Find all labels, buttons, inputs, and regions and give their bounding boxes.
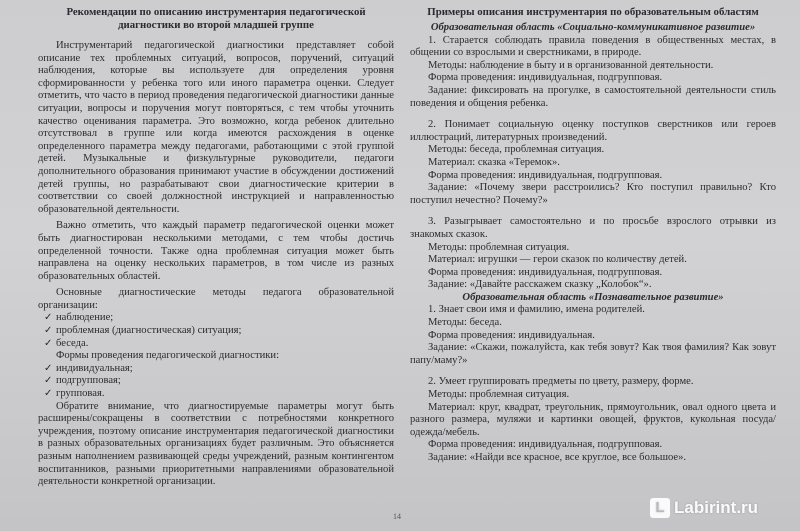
item-text: 1. Старается соблюдать правила поведения в общественных местах, в общении со взрослыми и сверстниками, в природе.	[410, 34, 776, 59]
item-material: Материал: игрушки — герои сказок по количеству детей.	[428, 254, 687, 266]
watermark-text: Labirint.ru	[674, 498, 759, 517]
right-column	[410, 6, 776, 465]
item-form: Форма проведения: индивидуальная, подгрупповая.	[428, 266, 663, 278]
left-heading	[38, 6, 394, 32]
left-column	[38, 6, 394, 489]
method-item: ✓ проблемная (диагностическая) ситуация;	[44, 325, 242, 337]
form-item: ✓ подгрупповая;	[44, 375, 121, 387]
item-text: 2. Понимает социальную оценку поступков сверстников или героев иллюстраций, литературных произведений.	[410, 119, 776, 143]
check-icon: ✓	[44, 388, 53, 400]
paragraph-3: Основные диагностические методы педагога образовательной организации:	[38, 287, 394, 311]
check-icon: ✓	[44, 325, 53, 337]
area-social-title: Образовательная область «Социально-коммуникативное развитие»	[430, 22, 756, 33]
item-form: Форма проведения: индивидуальная, подгрупповая.	[428, 72, 663, 84]
item-material: Материал: сказка «Теремок».	[428, 156, 560, 168]
item-form: Форма проведения: индивидуальная, подгрупповая.	[428, 169, 663, 181]
check-icon: ✓	[44, 362, 53, 374]
left-heading-line1: Рекомендации по описанию инструментария педагогической	[66, 6, 366, 18]
paragraph-4: Обратите внимание, что диагностируемые параметры могут быть расширены/сокращены в соответствии с потребностями конкретного учреждения, поэтому описание инструментария педагогической диагностики в разных образовательных организациях будет различным. Это объясняется разным наполнением развивающей среды учреждений, разным контингентом воспитанников, разными приоритетными направлениями образовательной деятельности конкретной организации.	[38, 400, 394, 488]
check-icon: ✓	[44, 312, 53, 324]
item-form: Форма проведения: индивидуальная, подгрупповая.	[428, 439, 663, 451]
item-form: Форма проведения: индивидуальная.	[428, 329, 595, 341]
right-heading: Примеры описания инструментария по образовательным областям	[427, 6, 759, 18]
item-task: Задание: «Давайте расскажем сказку „Колобок“».	[428, 279, 652, 291]
page-number: 14	[393, 512, 401, 521]
paragraph-2: Важно отметить, что каждый параметр педагогической оценки может быть диагностирован несколькими методами, с тем чтобы достичь определенной точности. Также одна проблемная ситуация может быть направлена на оценку нескольких параметров, в том числе из разных образовательных областей.	[38, 220, 394, 282]
left-heading-line2: диагностики во второй младшей группе	[118, 19, 314, 31]
form-item: ✓ групповая.	[44, 388, 105, 400]
item-text: 1. Знает свои имя и фамилию, имена родителей.	[428, 304, 645, 316]
item-methods: Методы: наблюдение в быту и в организованной деятельности.	[428, 59, 714, 71]
item-task: Задание: «Скажи, пожалуйста, как тебя зовут? Как твоя фамилия? Как зовут папу/маму?»	[410, 342, 776, 366]
item-methods: Методы: беседа, проблемная ситуация.	[428, 144, 605, 156]
item-text: 2. Умеет группировать предметы по цвету, размеру, форме.	[428, 376, 694, 388]
item-methods: Методы: проблемная ситуация.	[428, 389, 570, 401]
form-item: ✓ индивидуальная;	[44, 362, 133, 374]
item-task: Задание: фиксировать на прогулке, в самостоятельной деятельности стиль поведения и общения ребенка.	[410, 84, 776, 109]
labirint-logo-icon: L	[650, 498, 670, 518]
area-cognitive-title: Образовательная область «Познавательное развитие»	[462, 291, 724, 303]
item-methods: Методы: проблемная ситуация.	[428, 241, 570, 253]
paragraph-1: Инструментарий педагогической диагностики представляет собой описание тех проблемных ситуаций, вопросов, поручений, ситуаций наблюдения, которые вы используете для определения уровня сформированности у ребенка того или иного параметра оценки. Следует отметить, что часто в период проведения педагогической диагностики данные ситуации, вопросы и поручения могут повторяться, с тем чтобы уточнить качество оценивания параметра. Это возможно, когда ребенок длительно отсутствовал в группе или когда имеются расхождения в оценке определенного параметра между педагогами, работающими с этой группой детей. Музыкальные и физкультурные руководители, педагоги дополнительного образования принимают участие в обсуждении достижений детей группы, но разрабатывают свои диагностические критерии в соответствии со своей должностной инструкцией и направленностью образовательной деятельности.	[38, 40, 394, 215]
item-material: Материал: круг, квадрат, треугольник, прямоугольник, овал одного цвета и разного размера, муляжи и картинки овощей, фруктов, кукольная посуда/одежда/мебель.	[410, 401, 776, 438]
check-icon: ✓	[44, 375, 53, 387]
item-task: Задание: «Найди все красное, все круглое, все большое».	[428, 452, 687, 463]
item-text: 3. Разыгрывает самостоятельно и по просьбе взрослого отрывки из знакомых сказок.	[410, 216, 776, 240]
labirint-watermark	[650, 497, 758, 519]
method-item: ✓ беседа.	[44, 337, 89, 349]
method-item: ✓ наблюдение;	[44, 312, 114, 324]
item-methods: Методы: беседа.	[428, 317, 502, 329]
forms-title: Формы проведения педагогической диагностики:	[56, 350, 280, 362]
check-icon: ✓	[44, 337, 53, 349]
item-task: Задание: «Почему звери расстроились? Кто поступил правильно? Кто поступил нечестно? Почему?»	[410, 182, 776, 206]
